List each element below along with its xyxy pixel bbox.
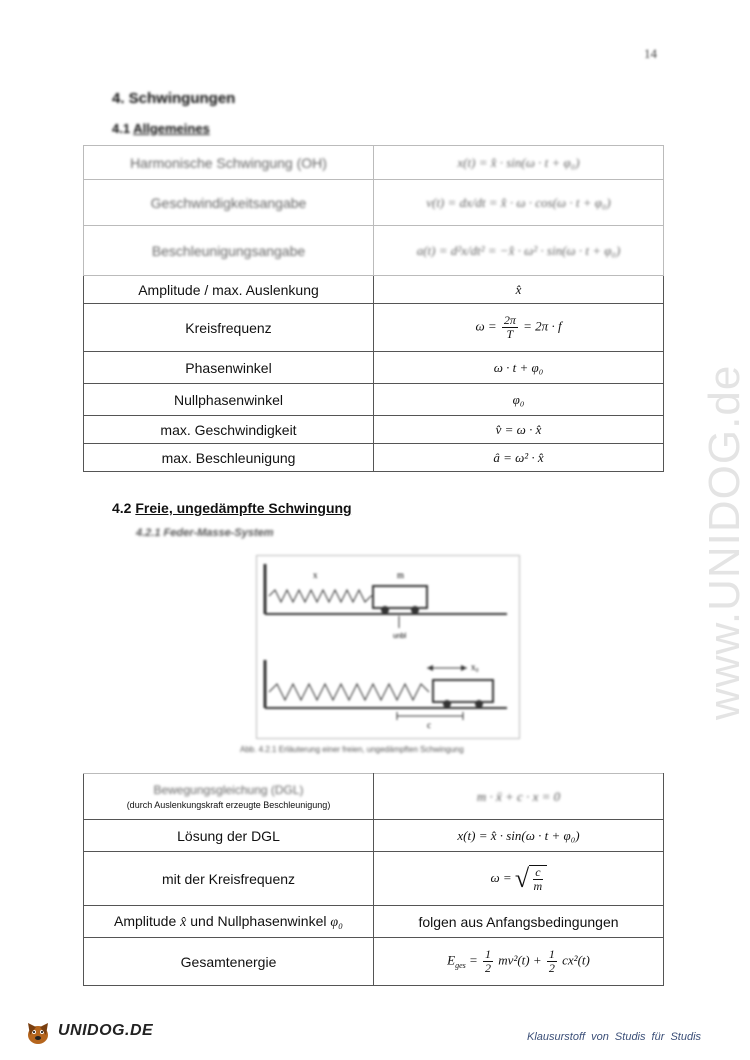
table-cell-label: Beschleunigungsangabe [84,226,374,276]
label-c: c [427,720,431,730]
fraction [502,314,518,341]
dgl-formula: m · ẍ + c · x = 0 [476,788,561,804]
table-freie-schwingung [83,773,664,986]
table-cell-formula [374,852,664,906]
spring-mass-figure [256,555,520,739]
label-x0: x₀ [471,662,479,672]
table-cell-label: max. Beschleunigung [84,444,374,472]
heading-freie-schwingung [112,500,352,516]
fraction [483,948,493,975]
label-equilibrium: unbl [393,633,407,640]
table-row [84,820,664,852]
page-number: 14 [644,46,657,61]
label-m: m [397,570,405,580]
table-cell-label: Gesamtenergie [84,938,374,986]
table-row [84,416,664,444]
table-row [84,384,664,416]
table-row [84,180,664,226]
table-cell-formula: v̂ = ω · x̂ [374,416,664,444]
heading-feder-masse: 4.2.1 Feder-Masse-System [136,527,274,539]
fraction-denominator: T [506,327,514,341]
table-cell-formula: â = ω² · x̂ [374,444,664,472]
table-cell-label: Phasenwinkel [84,352,374,384]
table-row [84,276,664,304]
fraction-numerator: 1 [548,947,555,961]
table-cell-label: Harmonische Schwingung (OH) [84,146,374,180]
fraction [533,866,542,893]
heading-main: 4. Schwingungen [112,90,236,107]
square-root [515,865,547,893]
table-cell-label: max. Geschwindigkeit [84,416,374,444]
heading-allgemeines [112,121,210,136]
formula-part: mv²(t) [498,952,530,968]
table-row [84,774,664,820]
table-cell-label: Geschwindigkeitsangabe [84,180,374,226]
formula-part: ω = [475,318,497,334]
table-cell-formula: v(t) = dx/dt = x̂ · ω · cos(ω · t + φ₀) [374,180,664,226]
fraction-numerator: c [535,864,541,879]
figure-caption: Abb. 4.2.1 Erläuterung einer freien, ungedämpften Schwingung [240,745,464,754]
fraction-numerator: 2π [503,313,516,327]
table-row [84,226,664,276]
heading-allgemeines-title: Allgemeines [133,121,210,136]
formula-part: = [469,952,478,968]
heading-freie-schwingung-number: 4.2 [112,500,132,516]
table-cell-label: mit der Kreisfrequenz [84,852,374,906]
fraction-denominator: m [533,878,543,893]
table-cell-formula: ω · t + φ₀ [374,352,664,384]
fraction-denominator: 2 [485,961,492,975]
table-cell-formula [374,774,664,820]
dgl-label: Bewegungsgleichung (DGL) [153,783,304,797]
table-row [84,304,664,352]
amp-label-a: Amplitude [114,912,177,929]
radical-sign: √ [514,863,530,893]
table-allgemeines [83,145,664,472]
table-row [84,352,664,384]
table-row [84,906,664,938]
label-x: x [313,570,318,580]
table-row [84,146,664,180]
table-cell-formula: φ₀ [374,384,664,416]
energy-symbol: E [447,952,456,968]
table-row [84,444,664,472]
table-cell-formula: x(t) = x̂ · sin(ω · t + φ₀) [374,146,664,180]
fraction [547,948,557,975]
table-cell-label [84,906,374,938]
watermark: www.UNIDOG.de [700,364,749,720]
table-cell-formula: x̂ [374,276,664,304]
table-row [84,852,664,906]
table-cell-label: Amplitude / max. Auslenkung [84,276,374,304]
table-cell-label [84,774,374,820]
dgl-sublabel: (durch Auslenkungskraft erzeugte Beschleunigung) [126,800,331,810]
table-cell-formula: x(t) = x̂ · sin(ω · t + φ₀) [374,820,664,852]
table-cell-formula [374,938,664,986]
table-row [84,938,664,986]
table-cell-formula: a(t) = d²x/dt² = −x̂ · ω² · sin(ω · t + φ₀) [374,226,664,276]
table-cell-formula: folgen aus Anfangsbedingungen [374,906,664,938]
formula-part: + [532,952,542,968]
table-cell-formula [374,304,664,352]
fraction-denominator: 2 [548,961,555,975]
dog-icon [22,1015,54,1047]
fraction-numerator: 1 [485,947,492,961]
footer-slogan: Klausurstoff von Studis für Studis [527,1031,702,1043]
logo-text: UNIDOG.DE [58,1022,154,1039]
amp-label-b: und Nullphasenwinkel [190,912,327,929]
formula-part: = 2π · f [523,318,562,334]
table-cell-label: Kreisfrequenz [84,304,374,352]
formula-part: ω = [490,869,512,885]
table-cell-label: Lösung der DGL [84,820,374,852]
unidog-logo [22,1015,153,1047]
table-cell-label: Nullphasenwinkel [84,384,374,416]
spring-mass-diagram [257,556,519,738]
heading-freie-schwingung-title: Freie, ungedämpfte Schwingung [135,500,352,516]
heading-allgemeines-number: 4.1 [112,121,131,136]
energy-subscript: ges [455,961,466,971]
amp-symbol: x̂ [180,914,187,930]
radicand [529,865,546,893]
phase-symbol: φ₀ [330,914,343,930]
formula-part: cx²(t) [562,952,590,968]
